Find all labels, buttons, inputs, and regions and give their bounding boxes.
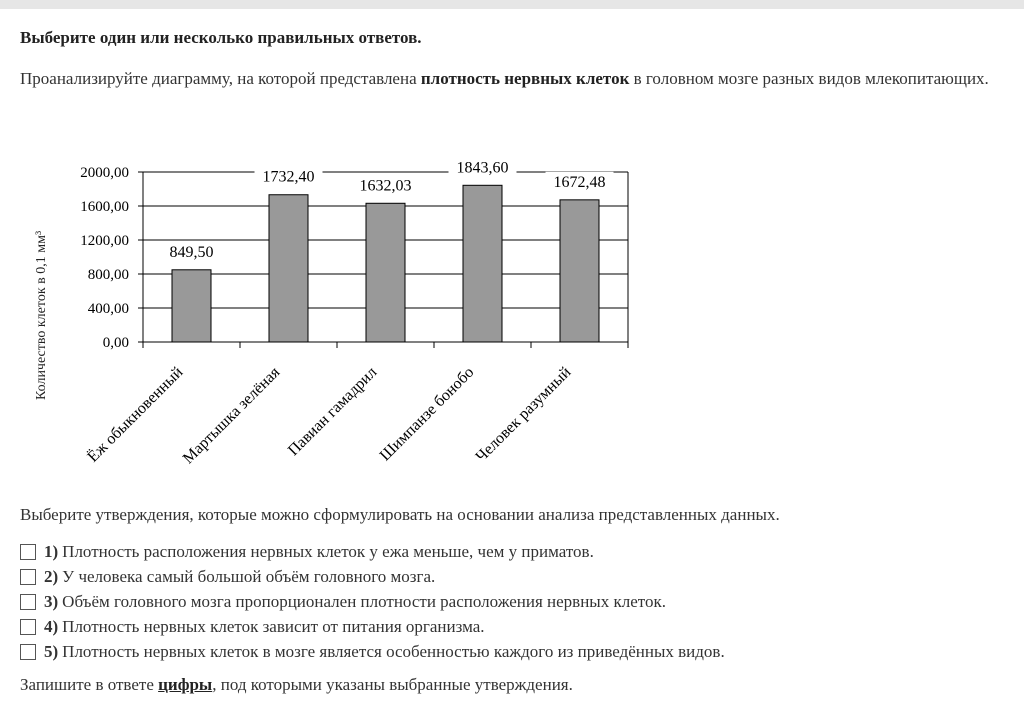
option-text: Объём головного мозга пропорционален плотности расположения нервных клеток. — [62, 591, 666, 611]
option-text: Плотность нервных клеток в мозге является особенностью каждого из приведённых видов. — [62, 641, 725, 661]
option-number: 3) — [44, 591, 59, 611]
checkbox-1[interactable] — [20, 544, 36, 560]
option-number: 2) — [44, 566, 59, 586]
option-text: Плотность нервных клеток зависит от питания организма. — [62, 616, 485, 636]
option-5[interactable] — [20, 639, 725, 664]
intro-text — [20, 66, 1003, 91]
category-label: Ёж обыкновенный — [84, 363, 187, 466]
footer-after: , под которыми указаны выбранные утверждения. — [212, 675, 573, 694]
category-label: Шимпанзе бонобо — [376, 363, 478, 465]
footer-before: Запишите в ответе — [20, 675, 159, 694]
category-label: Человек разумный — [472, 363, 575, 466]
value-label: 1843,60 — [456, 159, 509, 177]
x-tick-labels — [84, 363, 575, 467]
bars — [169, 185, 599, 342]
y-tick-label: 800,00 — [87, 267, 129, 283]
option-number: 4) — [44, 616, 59, 636]
checkbox-5[interactable] — [20, 644, 36, 660]
bar — [269, 195, 308, 342]
y-tick-label: 1600,00 — [80, 199, 129, 215]
checkbox-2[interactable] — [20, 569, 36, 585]
bar — [366, 203, 405, 342]
y-tick-label: 400,00 — [87, 301, 129, 317]
answer-instruction — [20, 675, 573, 695]
option-3[interactable] — [20, 589, 725, 614]
checkbox-3[interactable] — [20, 594, 36, 610]
option-4[interactable] — [20, 614, 725, 639]
intro-before: Проанализируйте диаграмму, на которой представлена — [20, 69, 421, 88]
bar-chart — [0, 140, 660, 490]
category-label: Мартышка зелёная — [179, 363, 284, 468]
option-text: Плотность расположения нервных клеток у ежа меньше, чем у приматов. — [62, 541, 594, 561]
bar — [560, 200, 599, 342]
option-number: 1) — [44, 541, 59, 561]
y-tick-label: 0,00 — [102, 335, 129, 351]
y-axis-label: Количество клеток в 0,1 мм³ — [34, 230, 49, 400]
value-label: 1732,40 — [262, 168, 315, 186]
footer-emphasis: цифры — [158, 675, 213, 694]
category-label: Павиан гамадрил — [284, 363, 381, 460]
instruction-text: Выберите один или несколько правильных ответов. — [20, 28, 422, 47]
y-tick-labels — [80, 165, 129, 351]
value-label: 1632,03 — [359, 177, 412, 195]
y-tick-label: 1200,00 — [80, 233, 129, 249]
question-prompt: Выберите утверждения, которые можно сформулировать на основании анализа представленных данных. — [20, 505, 780, 524]
option-number: 5) — [44, 641, 59, 661]
value-label: 849,50 — [169, 243, 214, 261]
intro-bold: плотность нервных клеток — [420, 69, 630, 88]
bar — [463, 185, 502, 342]
intro-after: в головном мозге разных видов млекопитающих. — [629, 69, 989, 88]
value-label: 1672,48 — [553, 173, 606, 191]
options-list — [20, 539, 725, 664]
top-bar — [0, 0, 1024, 9]
option-1[interactable] — [20, 539, 725, 564]
checkbox-4[interactable] — [20, 619, 36, 635]
y-tick-label: 2000,00 — [80, 165, 129, 181]
option-text: У человека самый большой объём головного мозга. — [62, 566, 436, 586]
bar — [172, 270, 211, 342]
option-2[interactable] — [20, 564, 725, 589]
